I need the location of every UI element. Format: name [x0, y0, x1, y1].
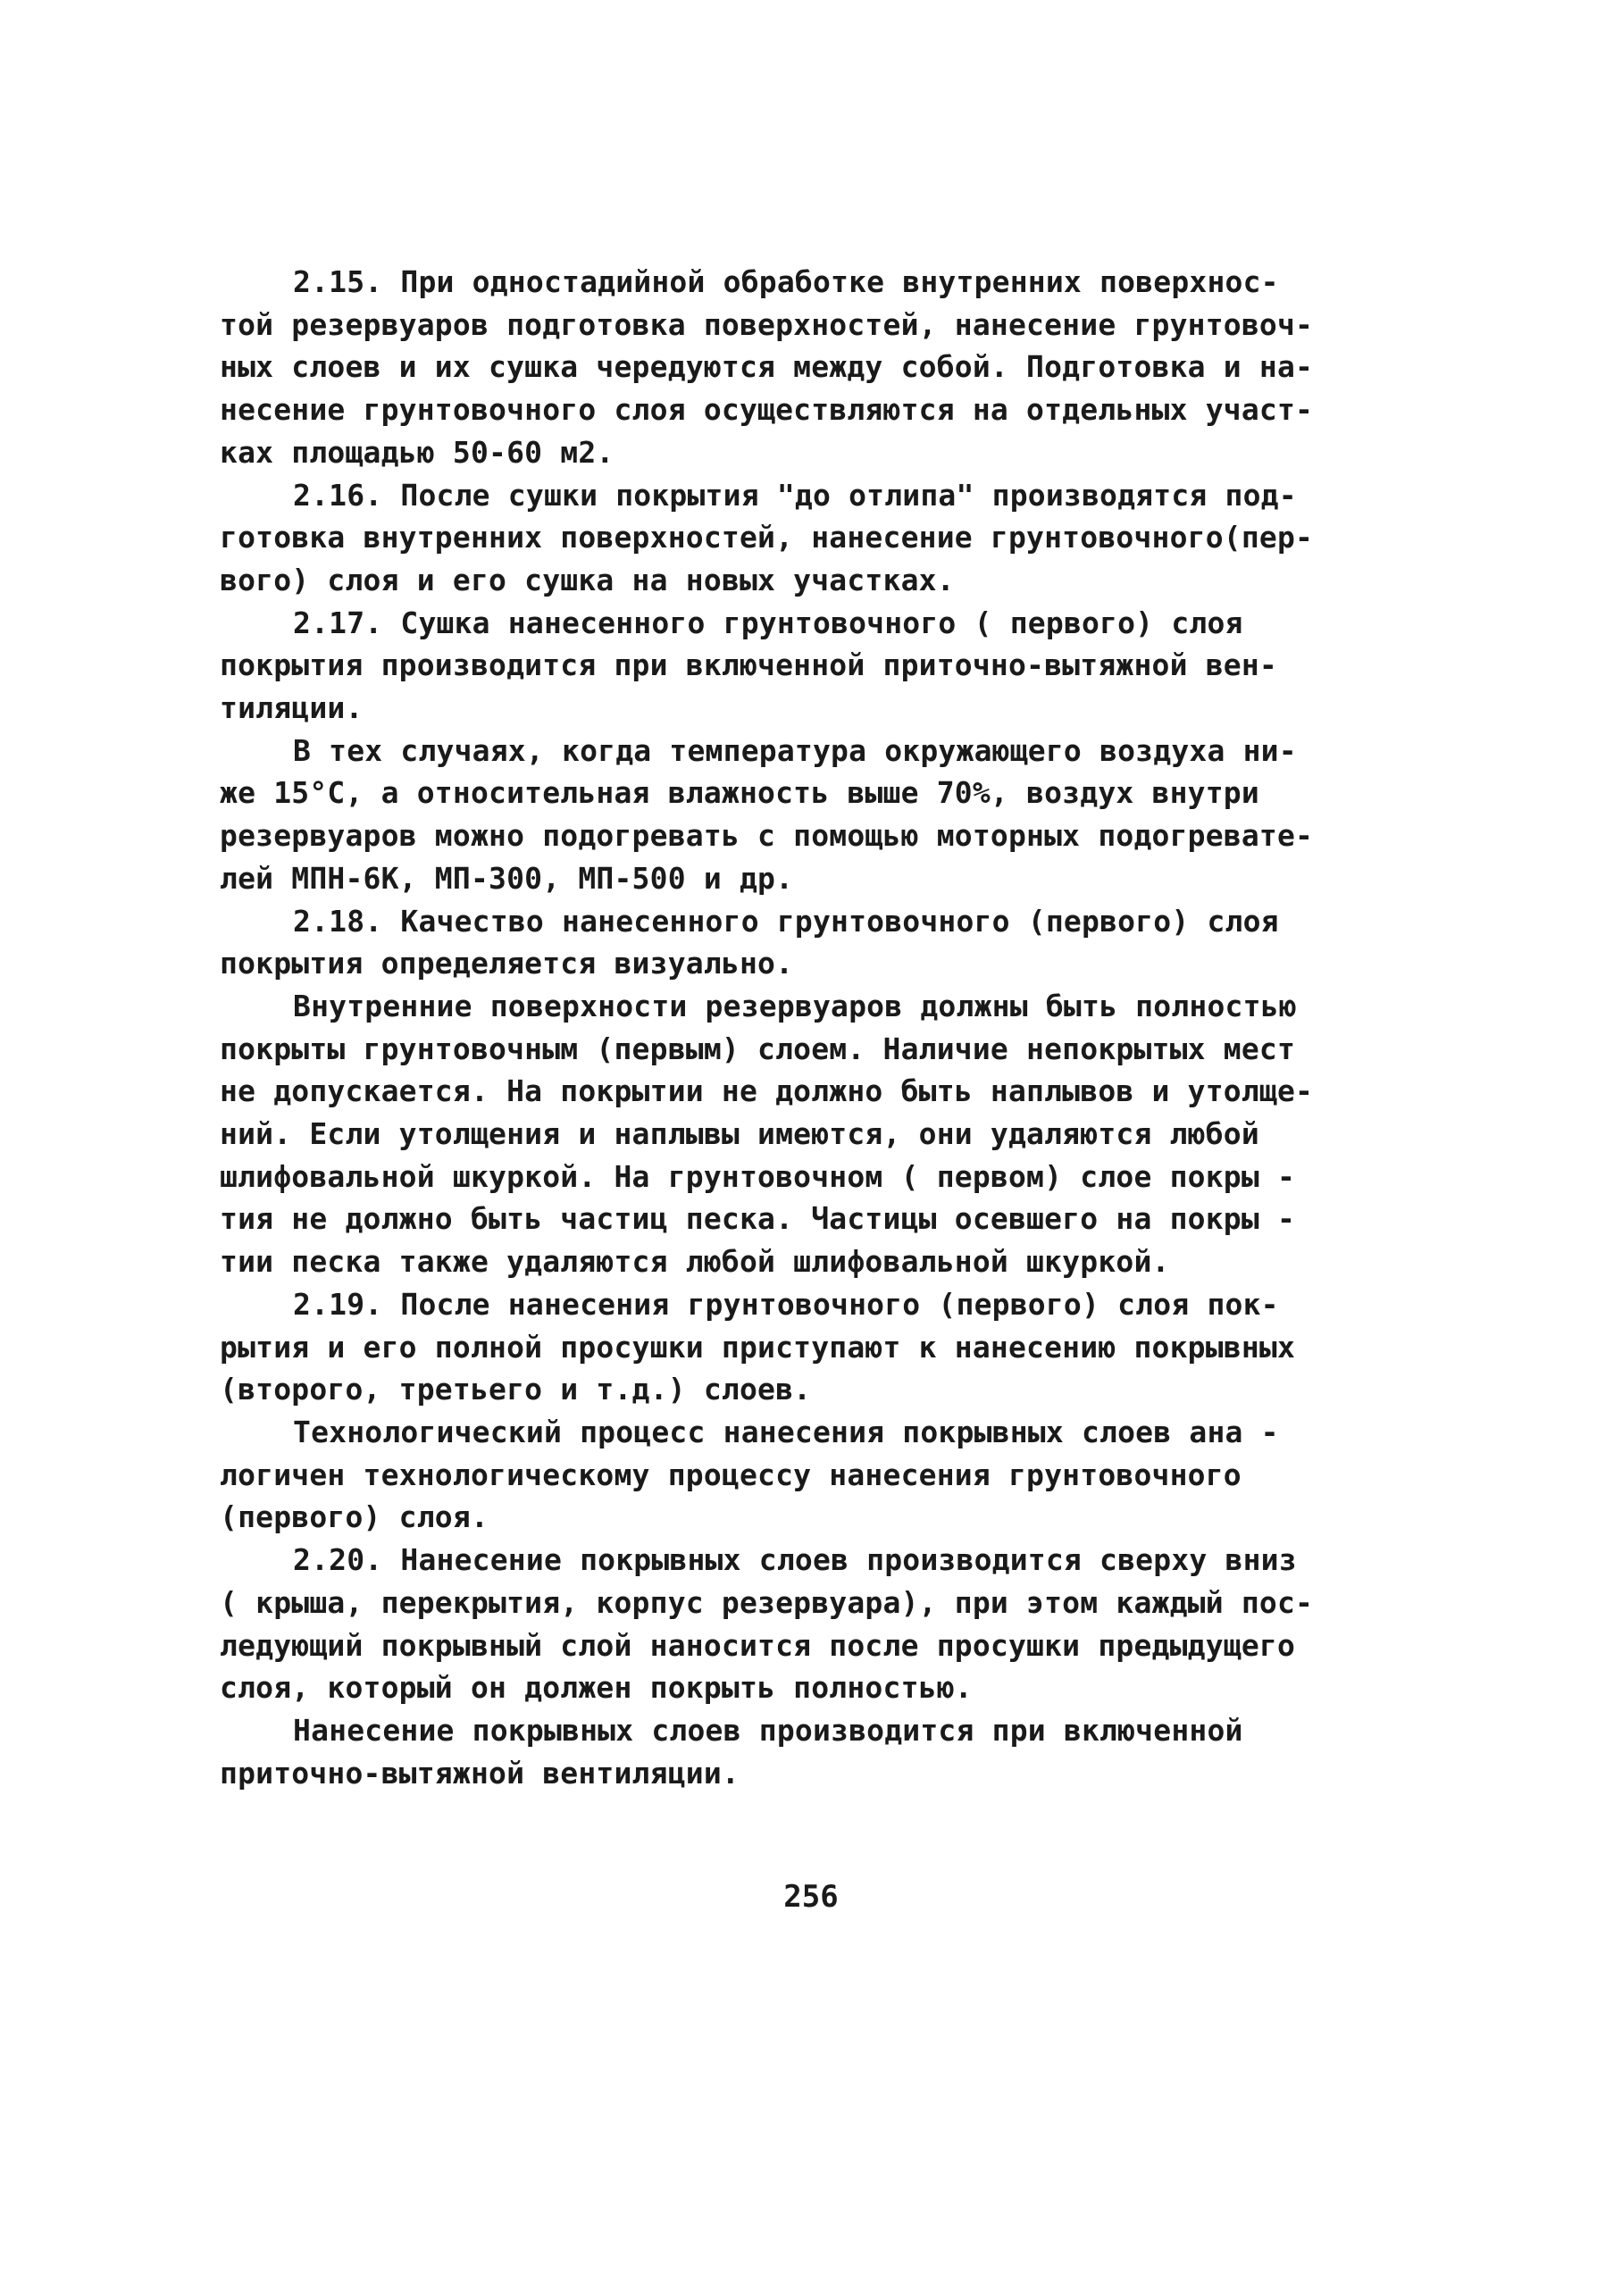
text-line: тия не должно быть частиц песка. Частицы осевшего на покры - — [220, 1201, 1296, 1237]
body-text — [220, 261, 1314, 1794]
text-line: логичен технологическому процессу нанесения грунтовочного — [220, 1457, 1242, 1492]
text-line: Технологический процесс нанесения покрывных слоев ана - — [293, 1414, 1279, 1449]
text-line: Внутренние поверхности резервуаров должны быть полностью — [293, 988, 1297, 1023]
page-number: 256 — [783, 1879, 839, 1915]
text-line: 2.15. При одностадийной обработке внутренних поверхнос- — [293, 264, 1279, 299]
text-line: несение грунтовочного слоя осуществляются на отдельных участ- — [220, 392, 1314, 428]
text-line: тиляции. — [220, 690, 364, 726]
paragraph-2-20 — [220, 1539, 1314, 1709]
text-line: (первого) слоя. — [220, 1499, 489, 1535]
text-line: шлифовальной шкуркой. На грунтовочном ( первом) слое покры - — [220, 1158, 1296, 1194]
paragraph-2-17-continued — [220, 730, 1314, 900]
paragraph-2-19-continued — [220, 1411, 1279, 1539]
text-line: же 15°С, а относительная влажность выше 70%, воздух внутри — [220, 775, 1259, 811]
text-line: покрытия производится при включенной приточно-вытяжной вен- — [220, 647, 1277, 683]
text-line: приточно-вытяжной вентиляции. — [220, 1755, 740, 1791]
text-line: Нанесение покрывных слоев производится при включенной — [293, 1712, 1243, 1748]
paragraph-2-18-continued — [220, 985, 1314, 1283]
paragraph-2-16 — [220, 474, 1314, 602]
text-line: ках площадью 50-60 м2. — [220, 434, 615, 470]
text-line: ледующий покрывный слой наносится после просушки предыдущего — [220, 1627, 1296, 1663]
text-line: 2.18. Качество нанесенного грунтовочного (первого) слоя — [293, 903, 1279, 939]
text-line: 2.19. После нанесения грунтовочного (первого) слоя пок- — [293, 1286, 1279, 1322]
text-line: слоя, который он должен покрыть полностью. — [220, 1670, 973, 1706]
text-line: лей МПН-6К, МП-300, МП-500 и др. — [220, 860, 794, 896]
text-line: тии песка также удаляются любой шлифовальной шкуркой. — [220, 1244, 1170, 1280]
text-line: 2.16. После сушки покрытия "до отлипа" производятся под- — [293, 477, 1297, 513]
text-line: ( крыша, перекрытия, корпус резервуара), при этом каждый пос- — [220, 1584, 1314, 1620]
text-line: резервуаров можно подогревать с помощью моторных подогревате- — [220, 818, 1314, 854]
text-line: покрыты грунтовочным (первым) слоем. Наличие непокрытых мест — [220, 1031, 1296, 1066]
text-line: (второго, третьего и т.д.) слоев. — [220, 1372, 812, 1407]
text-line: не допускается. На покрытии не должно быть наплывов и утолще- — [220, 1073, 1314, 1109]
paragraph-2-18 — [220, 900, 1279, 985]
paragraph-2-17 — [220, 602, 1277, 730]
text-line: ний. Если утолщения и наплывы имеются, они удаляются любой — [220, 1116, 1259, 1152]
text-line: рытия и его полной просушки приступают к нанесению покрывных — [220, 1329, 1296, 1365]
text-line: 2.20. Нанесение покрывных слоев производится сверху вниз — [293, 1542, 1297, 1578]
text-line: вого) слоя и его сушка на новых участках. — [220, 562, 955, 597]
text-line: ных слоев и их сушка чередуются между собой. Подготовка и на- — [220, 349, 1314, 385]
text-line: той резервуаров подготовка поверхностей, нанесение грунтовоч- — [220, 306, 1314, 342]
text-line: готовка внутренних поверхностей, нанесение грунтовочного(пер- — [220, 520, 1314, 555]
text-line: 2.17. Сушка нанесенного грунтовочного ( первого) слоя — [293, 605, 1243, 640]
text-line: покрытия определяется визуально. — [220, 946, 794, 981]
text-line: В тех случаях, когда температура окружающего воздуха ни- — [293, 732, 1297, 768]
paragraph-2-15 — [220, 261, 1314, 474]
paragraph-2-20-continued — [220, 1709, 1243, 1794]
paragraph-2-19 — [220, 1283, 1296, 1411]
